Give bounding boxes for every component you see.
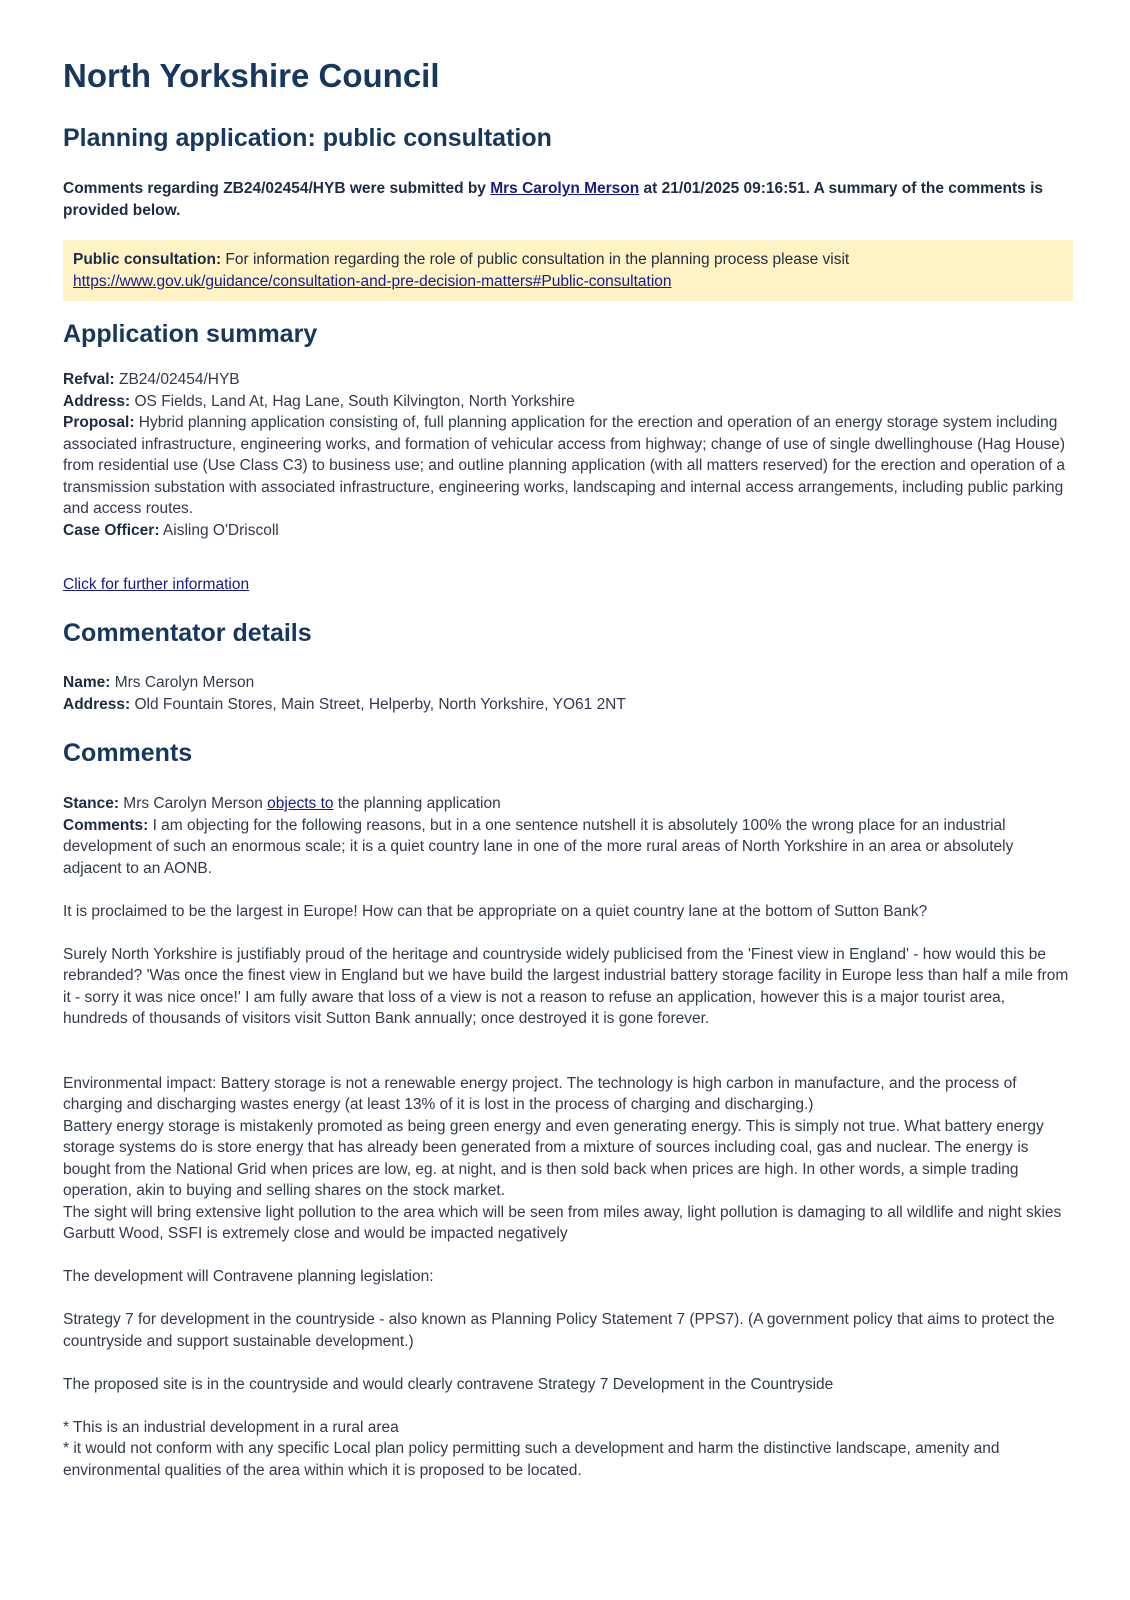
commentator-address-value: Old Fountain Stores, Main Street, Helperby, North Yorkshire, YO61 2NT	[130, 695, 626, 713]
submission-intro	[63, 178, 1073, 222]
stance-prefix: Mrs Carolyn Merson	[119, 795, 268, 812]
comments-first-text: I am objecting for the following reasons, but in a one sentence nutshell it is absolutely 100% the wrong place for an industrial development of such an enormous scale; it is a quiet country lane in one of the more rural areas of North Yorkshire in an area or absolutely adjacent to an AONB.	[63, 816, 1014, 877]
comment-paragraph: Surely North Yorkshire is justifiably proud of the heritage and countryside widely publicised from the 'Finest view in England' - how would this be rebranded? 'Was once the finest view in England but we have build the largest industrial battery storage facility in Europe less than half a mile from it - sorry it was nice once!' I am fully aware that loss of a view is not a reason to refuse an application, however this is a major tourist area, hundreds of thousands of visitors visit Sutton Bank annually; once destroyed it is gone forever.	[63, 945, 1069, 1027]
notice-text: For information regarding the role of public consultation in the planning process please visit	[221, 251, 850, 268]
intro-suffix: at 21/01/2025 09:16:51. A summary of the comments is provided below.	[63, 180, 1044, 219]
refval-row	[63, 369, 1073, 391]
application-summary-heading: Application summary	[63, 320, 318, 348]
page-title: North Yorkshire Council	[63, 57, 440, 94]
proposal-value: Hybrid planning application consisting of, full planning application for the erection and operation of an energy storage system including associated infrastructure, engineering works, and formation of vehicular access from highway; change of use of single dwellinghouse (Hag House) from residential use (Use Class C3) to business use; and outline planning application (with all matters reserved) for the erection and operation of a transmission substation with associated infrastructure, engineering works, landscaping and internal access arrangements, including public parking and access routes.	[63, 414, 1066, 517]
comment-paragraph: The proposed site is in the countryside and would clearly contravene Strategy 7 Development in the Countryside	[63, 1375, 834, 1393]
notice-label: Public consultation:	[73, 251, 222, 268]
commentator-address-row	[63, 694, 1073, 716]
case-officer-value: Aisling O'Driscoll	[159, 521, 279, 539]
stance-suffix: the planning application	[333, 795, 501, 812]
address-label: Address:	[63, 392, 131, 410]
stance-label: Stance:	[63, 795, 119, 812]
consultation-guidance-link[interactable]: https://www.gov.uk/guidance/consultation-and-pre-decision-matters#Public-consultation	[73, 273, 672, 290]
commentator-details-heading: Commentator details	[63, 619, 312, 647]
comment-paragraph: Garbutt Wood, SSFI is extremely close and would be impacted negatively	[63, 1225, 568, 1242]
commentator-address-label: Address:	[63, 695, 131, 713]
commentator-name-row	[63, 672, 1073, 694]
comment-paragraph: It is proclaimed to be the largest in Europe! How can that be appropriate on a quiet country lane at the bottom of Sutton Bank?	[63, 902, 928, 920]
commentator-name-link[interactable]: Mrs Carolyn Merson	[490, 180, 640, 197]
commentator-name-label: Name:	[63, 674, 111, 691]
comments-label: Comments:	[63, 816, 149, 834]
intro-prefix: Comments regarding ZB24/02454/HYB were submitted by	[63, 180, 491, 197]
page-subtitle: Planning application: public consultation	[63, 124, 552, 152]
comments-heading: Comments	[63, 739, 193, 767]
consultation-notice	[63, 240, 1073, 301]
proposal-row	[63, 412, 1073, 520]
commentator-details	[63, 672, 1073, 715]
stance-row	[63, 793, 1073, 815]
comment-paragraph: Strategy 7 for development in the countryside - also known as Planning Policy Statement 7 (PPS7). (A government policy that aims to protect the countryside and support sustainable development.)	[63, 1311, 1055, 1350]
refval-value: ZB24/02454/HYB	[114, 371, 240, 388]
further-info	[63, 574, 1073, 596]
further-information-link[interactable]: Click for further information	[63, 576, 250, 593]
comment-paragraph: The development will Contravene planning legislation:	[63, 1268, 434, 1285]
case-officer-label: Case Officer:	[63, 521, 160, 539]
comment-paragraph: Battery energy storage is mistakenly promoted as being green energy and even generating energy. This is simply not true. What battery energy storage systems do is store energy that has already been generated from a mixture of sources including coal, gas and nuclear. The energy is bought from the National Grid when prices are low, eg. at night, and is then sold back when prices are high. In other words, a simple trading operation, akin to buying and selling shares on the stock market.	[63, 1117, 1044, 1199]
comments-body	[63, 793, 1073, 1481]
comments-first-paragraph	[63, 815, 1073, 880]
refval-label: Refval:	[63, 371, 115, 388]
comment-paragraph: The sight will bring extensive light pollution to the area which will be seen from miles away, light pollution is damaging to all wildlife and night skies	[63, 1203, 1062, 1221]
comment-bullet: * it would not conform with any specific Local plan policy permitting such a development and harm the distinctive landscape, amenity and environmental qualities of the area within which it is proposed to be located.	[63, 1440, 1000, 1479]
application-summary	[63, 369, 1073, 541]
comment-bullet: * This is an industrial development in a rural area	[63, 1418, 399, 1436]
comment-paragraph: Environmental impact: Battery storage is not a renewable energy project. The technology is high carbon in manufacture, and the process of charging and discharging wastes energy (at least 13% of it is lost in the process of charging and discharging.)	[63, 1074, 1017, 1113]
address-value: OS Fields, Land At, Hag Lane, South Kilvington, North Yorkshire	[130, 392, 575, 410]
stance-link[interactable]: objects to	[267, 795, 334, 812]
commentator-name-value: Mrs Carolyn Merson	[110, 674, 255, 691]
address-row	[63, 391, 1073, 413]
case-officer-row	[63, 520, 1073, 542]
proposal-label: Proposal:	[63, 414, 135, 431]
